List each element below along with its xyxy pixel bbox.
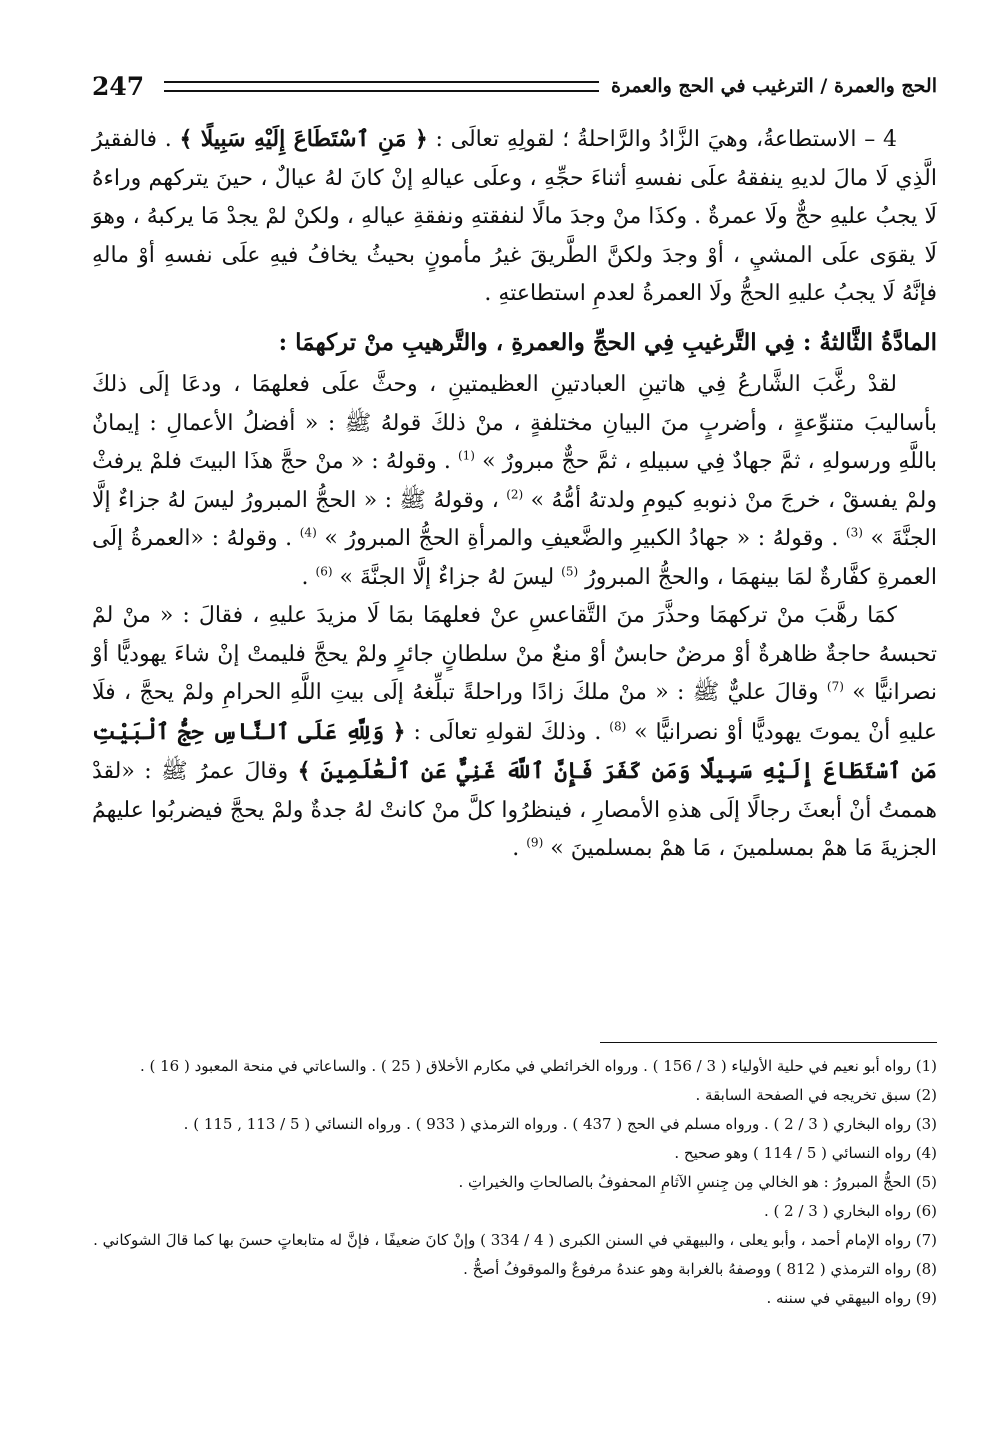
footnote: (4) رواه النسائي ( 5 / 114 ) وهو صحيح . [674,1144,937,1162]
text-run: لقدْ رغَّبَ الشَّارعُ فِي هاتينِ العبادتينِ العظيمتينِ ، وحثَّ علَى فعلهمَا ، ودعَا إلَى ذلكَ بأساليبَ متنوِّعةٍ ، وأضربٍ منَ البيانِ مختلفةٍ ، منْ ذلكَ قولهُ ﷺ : « أفضلُ الأعمالِ : إيمانٌ باللَّهِ ورسولهِ ، ثمَّ جهادٌ فِي سبيلهِ ، ثمَّ حجٌّ مبرورٌ » [92,372,937,474]
text-run: . وقولهُ : « منْ حجَّ هذَا البيتَ فلمْ يرفثْ ولمْ يفسقْ ، خرجَ منْ ذنوبهِ كيومِ ولدتهُ أمُّهُ » [92,449,938,513]
text-run: كمَا رهَّبَ منْ تركهمَا وحذَّرَ منَ التَّقاعسِ عنْ فعلهمَا بمَا لَا مزيدَ عليهِ ، فقالَ : « منْ لمْ تحبسهُ حاجةٌ ظاهرةٌ أوْ مرضٌ حابسٌ أوْ منعٌ منْ سلطانٍ جائرٍ ولمْ يحجَّ فليمتْ إنْ شاءَ يهوديًّا أوْ نصرانيًّا » [92,603,937,705]
text-run: وقالَ عمرُ ﷺ : «لقدْ هممتُ أنْ أبعثَ رجالًا إلَى هذهِ الأمصارِ ، فينظرُوا كلَّ منْ كانتْ لهُ جدةٌ ولمْ يحجَّ فيضربُوا عليهمُ الجزيةَ مَا همْ بمسلمينَ ، مَا همْ بمسلمينَ » [92,759,938,861]
text-run: ليسَ لهُ جزاءٌ إلَّا الجنَّةَ » [332,564,562,590]
text-run: وقالَ عليٌّ ﷺ : « منْ ملكَ زادًا وراحلةً تبلِّغهُ إلَى بيتِ اللَّهِ الحرامِ ولمْ يحجَّ ، فلَا عليهِ أنْ يموتَ يهوديًّا أوْ نصرانيًّا » [92,680,937,745]
footnote: (9) رواه البيهقي في سننه . [766,1289,937,1307]
footnote: (8) رواه الترمذي ( 812 ) ووصفهُ بالغرابة وهو عندهُ مرفوعٌ والموقوفُ أصحُّ . [463,1260,937,1278]
text-run: . فالفقيرُ الَّذِي لَا مالَ لديهِ ينفقهُ علَى نفسهِ أثناءَ حجِّهِ ، وعلَى عيالهِ إنْ كانَ لهُ عيالٌ ، حينَ يتركهم وراءهُ لَا يجبُ عليهِ حجٌّ ولَا عمرةٌ . وكذَا منْ وجدَ مالًا لنفقتهِ ونفقةِ عيالهِ ، ولكنْ لمْ يجدْ مَا يركبهُ ، وهوَ لَا يقوَى علَى المشيِ ، أوْ وجدَ ولكنَّ الطَّريقَ غيرُ مأمونٍ بحيثُ يخافُ فيهِ علَى نفسهِ أوْ مالهِ فإنَّهُ لَا يجبُ عليهِ الحجُّ ولَا العمرةُ لعدمِ استطاعتهِ . [92,127,937,306]
footnote: (1) رواه أبو نعيم في حلية الأولياء ( 3 / 156 ) . ورواه الخرائطي في مكارم الأخلاق ( 25 ) . والساعاتي في منحة المعبود ( 16 ) . [139,1057,937,1075]
footnote-ref: (2) [506,487,524,502]
footnote-ref: (9) [526,835,544,850]
text-run: . وذلكَ لقولهِ تعالَى : [405,719,610,745]
text-run: . [512,836,527,861]
text-run: ، وقولهُ ﷺ : « الحجُّ المبرورُ ليسَ لهُ جزاءٌ إلَّا الجنَّةَ » [92,487,937,551]
footnote: (2) سبق تخريجه في الصفحة السابقة . [695,1086,937,1104]
footnote-ref: (1) [457,448,475,463]
page-header [92,66,937,106]
header-double-rule [164,81,599,92]
footnote: (3) رواه البخاري ( 3 / 2 ) . ورواه مسلم في الحج ( 437 ) . ورواه الترمذي ( 933 ) . ورواه النسائي ( 5 / 113 , 115 ) . [183,1115,937,1133]
text-run: . وقولهُ : «العمرةُ إلَى العمرةِ كفَّارةٌ لمَا بينهمَا ، والحجُّ المبرورُ [92,526,937,590]
text-run: . وقولهُ : « جهادُ الكبيرِ والضَّعيفِ والمرأةِ الحجُّ المبرورُ » [316,526,846,551]
footnote-ref: (3) [845,525,863,540]
footnote: (5) الحجُّ المبرورُ : هو الخالي مِن جِنسِ الآثامِ المحفوفُ بالصالحاتِ والخيراتِ . [458,1173,937,1191]
paragraph-capacity [92,120,937,314]
footnote-ref: (4) [299,525,317,540]
quran-verse: ﴿ مَنِ ٱسْتَطَاعَ إِلَيْهِ سَبِيلًا ﴾ [179,126,428,152]
footnote-ref: (8) [609,719,627,734]
quran-verse: ﴿ وَلِلَّهِ عَلَى ٱلنَّاسِ حِجُّ ٱلْبَيْتِ مَنِ ٱسْتَطَاعَ إِلَيْهِ سَبِيلًا وَمَن كَفَرَ فَإِنَّ ٱللَّهَ غَنِيٌّ عَنِ ٱلْعَٰلَمِينَ ﴾ [92,718,937,784]
footnote-ref: (6) [315,564,333,579]
footnote-ref: (5) [561,564,579,579]
paragraph-warning [92,597,937,869]
main-body [92,120,937,869]
footnotes [92,1052,937,1313]
footnote: (7) رواه الإمام أحمد ، وأبو يعلى ، والبيهقي في السنن الكبرى ( 4 / 334 ) وإنْ كانَ ضعيفًا ، فإنَّ له متابعاتٍ حسنَ بها كما قالَ الشوكاني . [93,1231,937,1249]
footnote: (6) رواه البخاري ( 3 / 2 ) . [763,1202,937,1220]
page-number: 247 [92,71,145,101]
text-run: 4 – الاستطاعةُ، وهيَ الزَّادُ والرَّاحلةُ ؛ لقولِهِ تعالَى : [427,127,898,152]
paragraph-encouragement [92,366,937,597]
footnote-ref: (7) [826,679,844,694]
section-heading: المادَّةُ الثَّالثةُ : فِي التَّرغيبِ فِي الحجِّ والعمرةِ ، والتَّرهيبِ منْ تركهمَا : [278,328,937,356]
footnote-separator [600,1042,937,1043]
running-title: الحج والعمرة / الترغيب في الحج والعمرة [610,75,937,97]
text-run: . [301,564,316,590]
